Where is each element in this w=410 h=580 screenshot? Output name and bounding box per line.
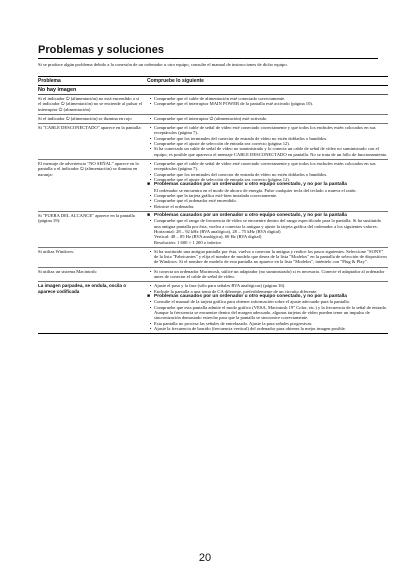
check-cell [147, 95, 388, 114]
table-row [38, 268, 388, 283]
cause-heading-text: Problemas causados por un ordenador u otro equipo conectado, y no por la pantalla [154, 212, 347, 218]
bullet-marker: • [149, 218, 152, 224]
check-text: Si ha sustituido una antigua pantalla por ésta, vuelva a conectar la antigua y realice los pasos siguientes. Seleccione "SONY" de la lista "Fabricantes" y elija el nombre de modelo que desea de la lista "Modelos" en la pantalla de selección de dispositivos de Windows. Si el nombre de modelo de esta pantalla no aparece en la lista "Modelos", inténtelo con "Plug & Play". [154, 248, 388, 265]
bullet-marker: • [149, 248, 152, 254]
section-no-image: No hay imagen [38, 86, 388, 95]
table-row [38, 212, 388, 248]
header-problem: Problema [38, 78, 61, 84]
problem-cell: Si utiliza un sistema Macintosh: [38, 268, 97, 274]
problem-cell: Si "CABLE DESCONECTADO" aparece en la pantalla: [38, 125, 142, 131]
bullet-marker: • [149, 96, 152, 101]
check-item [147, 269, 388, 280]
table-row [38, 248, 388, 268]
check-item [147, 218, 388, 229]
check-item [147, 204, 388, 209]
check-text: Ajuste el paso y la fase (sólo para señales RVA analógicas) (página 16). [154, 283, 286, 289]
check-cell [147, 124, 388, 159]
bullet-marker: • [149, 304, 152, 310]
check-cell [147, 268, 388, 282]
problem-cell: Si el indicador ⏻ (alimentación) no está encendido o si el indicador ⏻ (alimentación) no se enciende al pulsar el interruptor ⏻ (alimentación) [38, 96, 143, 112]
problem-cell: La imagen parpadea, se ondula, oscila o aparece codificada [38, 283, 127, 294]
problem-cell: Si utiliza Windows: [38, 248, 75, 254]
check-item [147, 146, 388, 157]
problem-cell: Si el indicador ⏻ (alimentación) se ilumina en rojo [38, 115, 132, 121]
intro-text: Si se produce algún problema debido a la conexión de un ordenador u otro equipo, consulte el manual de instrucciones de dicho equipo. [38, 62, 288, 67]
bullet-marker: • [149, 192, 152, 198]
page-number: 20 [198, 552, 212, 564]
check-text: Si ha conectado un cable de señal de vídeo no suministrado y lo conecta un cable de señal de vídeo no suministrado con el equipo, es posible que aparezca el mensaje CABLE DESCONECTADO en pantalla. No se trata de un fallo de funcionamiento. [154, 146, 388, 157]
bullet-marker: • [149, 203, 152, 209]
check-cell [147, 282, 388, 333]
check-text: Compruebe que los terminales del conector de entrada de vídeo no estén doblados o hundidos. [154, 171, 328, 177]
bullet-marker: • [149, 288, 152, 294]
check-text: Esta pantalla no procesa las señales de entrelazado. Ajuste la para señales progresivas. [154, 320, 313, 326]
check-text: Compruebe que la tarjeta gráfica esté bien instalada correctamente. [154, 192, 278, 198]
problem-cell: El mensaje de advertencia "NO SEÑAL" aparece en la pantalla o el indicador ⏻ (alimentación) se ilumina en naranja: [38, 160, 139, 177]
square-bullet-icon: ■ [147, 211, 151, 218]
check-item [147, 101, 388, 106]
bullet-marker: • [149, 176, 152, 182]
table-header [38, 76, 388, 86]
bullet-marker: • [149, 268, 152, 274]
check-item [147, 326, 388, 331]
cause-note: El ordenador se encuentra en el modo de ahorro de energía. Pulse cualquier tecla del teclado o mueva el ratón. [154, 187, 357, 193]
check-text: Compruebe que el cable de alimentación esté conectado correctamente. [154, 96, 286, 101]
check-text: Compruebe que esta pantalla admite el modo gráfico (VESA, Macintosh 19" Color, etc.) y la frecuencia de la señal de entrada. Aunque la frecuencia se encuentre dentro del margen adecuado, algunas tarjetas de vídeo pueden tener un impulso de sincronización demasiado estrecho para que la pantalla se sincronice correctamente. [154, 304, 387, 321]
check-text: Consulte el manual de la tarjeta gráfica para obtener información sobre el ajuste adecuado para la pantalla. [154, 299, 350, 305]
bullet-marker: • [149, 198, 152, 204]
check-text: Compruebe que el ordenador esté encendido. [154, 198, 237, 204]
check-text: Compruebe que el ajuste de selección de entrada sea correcto (página 12). [154, 176, 290, 182]
check-text: Reinicie el ordenador. [154, 203, 195, 209]
check-text: Compruebe que el cable de señal de vídeo esté conectado correctamente y que todos los enchufes estén colocados en sus receptáculos (página 7). [154, 160, 376, 172]
check-text: Compruebe que el ajuste de selección de entrada sea correcto (página 12). [154, 141, 290, 147]
header-check: Compruebe lo siguiente [147, 78, 204, 84]
check-item [147, 249, 388, 265]
table-row [38, 124, 388, 160]
check-item [147, 116, 388, 121]
bullet-marker: • [149, 283, 152, 289]
check-text: Ajuste la frecuencia de barrido (frecuencia vertical) del ordenador para obtener la mejor imagen posible. [154, 325, 346, 331]
cause-heading-text: Problemas causados por un ordenador u otro equipo conectado, y no por la pantalla [154, 182, 347, 188]
bullet-marker: • [149, 325, 152, 331]
bullet-marker: • [149, 135, 152, 141]
bullet-marker: • [149, 299, 152, 305]
spec-line: Horizontal: 28 – 92 kHz (RVA analógica), 28 – 75 kHz (RVA digital) [154, 228, 281, 234]
bullet-marker: • [149, 320, 152, 326]
spec-line: Vertical: 48 – 85 Hz (RVA analógica), 60 Hz (RVA digital) [154, 234, 262, 240]
check-cell [147, 248, 388, 267]
check-item [147, 161, 388, 172]
table-row [38, 115, 388, 124]
check-text: Si conecta un ordenador Macintosh, utilice un adaptador (no suministrado) si es necesario. Conecte el adaptador al ordenador antes de conectar el cable de señal de vídeo. [154, 268, 385, 280]
table-row [38, 95, 388, 115]
bullet-marker: • [149, 160, 152, 166]
bullet-marker: • [149, 115, 152, 121]
bullet-marker: • [149, 146, 152, 152]
check-text: Compruebe que los terminales del conector de entrada de vídeo no estén doblados o hundidos. [154, 135, 328, 141]
check-text: Enchufe la pantalla a una toma de CA diferente, preferiblemente de un circuito diferente. [154, 288, 318, 294]
problem-cell: Si "FUERA DEL ALCANCE" aparece en la pantalla (página 19): [38, 212, 135, 224]
cause-heading-text: Problemas causados por un ordenador u otro equipo conectado, y no por la pantalla [154, 293, 347, 299]
bullet-marker: • [149, 125, 152, 131]
bullet-marker: • [149, 171, 152, 177]
table-body [38, 95, 388, 334]
square-bullet-icon: ■ [147, 181, 151, 188]
check-text: Compruebe que el interruptor MAIN POWER de la pantalla esté activado (página 10). [154, 101, 314, 107]
table-row [38, 160, 388, 212]
bullet-marker: • [149, 101, 152, 107]
check-text: Compruebe que el cable de señal de vídeo esté conectado correctamente y que todos los enchufes estén colocados en sus receptáculos (página 7). [154, 125, 376, 136]
check-cell [147, 160, 388, 211]
square-bullet-icon: ■ [147, 292, 151, 299]
check-cell [147, 115, 388, 123]
table-row [38, 282, 388, 334]
bullet-marker: • [149, 141, 152, 147]
cause-heading [147, 182, 388, 188]
check-text: Compruebe que el interruptor ⏻ (alimentación) esté activado. [154, 115, 268, 121]
check-text: Compruebe que el rango de frecuencia de vídeo se encuentre dentro del rango especificado para la pantalla. Si ha sustituido una antigua pantalla por ésta, vuelva a conectar la antigua y ajuste la tarjeta gráfica del ordenador a los siguientes valores: [154, 218, 382, 229]
check-item [147, 305, 388, 321]
page-title: Problemas y soluciones [38, 44, 378, 59]
check-item [147, 125, 388, 136]
troubleshooting-table [38, 76, 388, 334]
spec-line: Resolución: 1 600 × 1 200 o inferior [154, 239, 222, 245]
check-cell [147, 212, 388, 247]
